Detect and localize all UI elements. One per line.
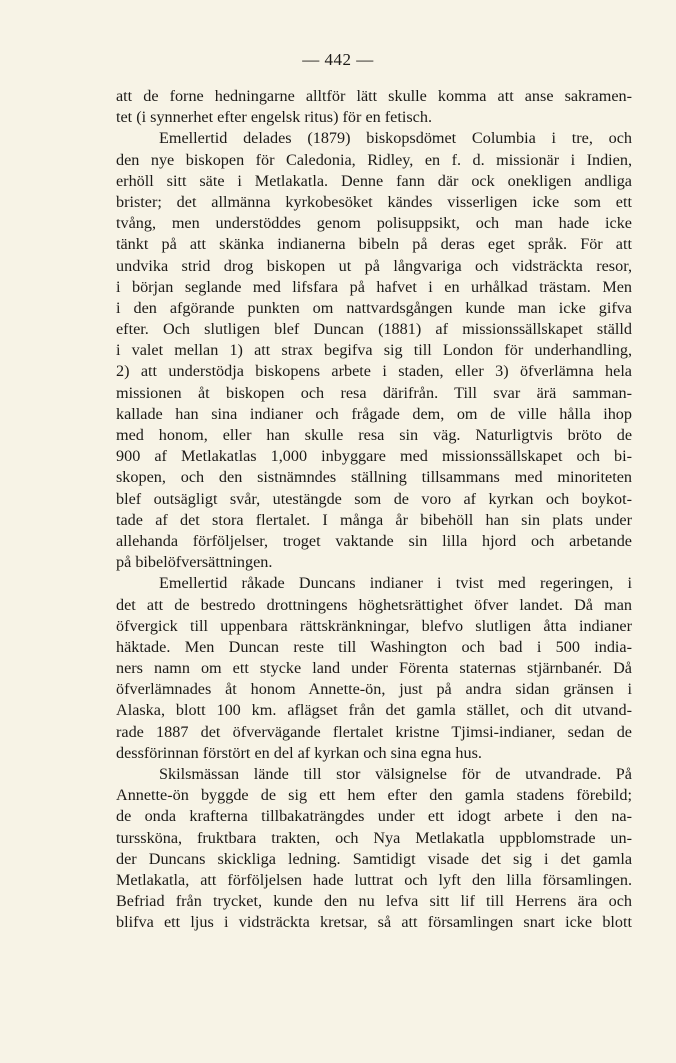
text-line: 900 af Metlakatlas 1,000 inbyggare med missionssällskapet och bi- bbox=[116, 447, 632, 466]
text-line: på bibelöfversättningen. bbox=[116, 553, 273, 572]
text-line: Metlakatla, att förföljelsen hade luttrat och lyft den lilla församlingen. bbox=[116, 870, 632, 889]
text-line: häktade. Men Duncan reste till Washington och bad i 500 india- bbox=[116, 637, 632, 656]
text-line: Annette-ön byggde de sig ett hem efter den gamla stadens förebild; bbox=[116, 786, 632, 805]
text-line: tvång, men understöddes genom polisuppsikt, och man hade icke bbox=[116, 214, 632, 233]
text-line: de onda krafterna tillbakaträngdes under ett idogt arbete i den na- bbox=[116, 807, 632, 826]
text-line: tet (i synnerhet efter engelsk ritus) för en fetisch. bbox=[116, 108, 432, 127]
text-line: missionen åt biskopen och resa därifrån. Till svar ärä samman- bbox=[116, 383, 632, 402]
text-line: öfverlämnades åt honom Annette-ön, just på andra sidan gränsen i bbox=[116, 680, 632, 699]
text-line: Emellertid delades (1879) biskopsdömet Columbia i tre, och bbox=[159, 129, 632, 148]
text-line: erhöll sitt säte i Metlakatla. Denne fann där ock onekligen andliga bbox=[116, 171, 632, 190]
text-line: tänkt på att skänka indianerna bibeln på deras eget språk. För att bbox=[116, 235, 632, 254]
text-line: undvika strid drog biskopen ut på långvariga och vidsträckta resor, bbox=[116, 256, 632, 275]
text-line: med honom, eller han skulle resa sin väg. Naturligtvis bröto de bbox=[116, 426, 632, 444]
text-line: efter. Och slutligen blef Duncan (1881) af missionssällskapet ställd bbox=[116, 320, 632, 339]
text-line: Emellertid råkade Duncans indianer i tvist med regeringen, i bbox=[159, 574, 632, 593]
text-line: der Duncans skickliga ledning. Samtidigt visade det sig i det gamla bbox=[116, 849, 632, 868]
text-line: i den afgörande punkten om nattvardsgången kunde man icke gifva bbox=[116, 298, 632, 317]
text-line: kallade han sina indianer och frågade dem, om de ville hålla ihop bbox=[116, 404, 632, 423]
text-line: Befriad från trycket, kunde den nu lefva sitt lif till Herrens ära och bbox=[116, 892, 632, 911]
text-line: brister; det allmänna kyrkobesöket kändes visserligen icke som ett bbox=[116, 192, 632, 211]
body-text bbox=[116, 86, 632, 934]
text-line: öfvergick till uppenbara rättskränkningar, blefvo slutligen åtta indianer bbox=[116, 616, 632, 635]
text-line: blef outsägligt svår, utestängde som de voro af kyrkan och boykot- bbox=[116, 489, 632, 508]
text-line: turssköna, fruktbara trakten, och Nya Metlakatla uppblomstrade un- bbox=[116, 828, 632, 847]
text-line: ners namn om ett stycke land under Förenta staternas stjärnbanér. Då bbox=[116, 659, 632, 678]
text-line: det att de bestredo drottningens höghetsrättighet öfver landet. Då man bbox=[116, 595, 632, 614]
text-line: i valet mellan 1) att strax begifva sig till London för underhandling, bbox=[116, 341, 632, 360]
text-line: den nye biskopen för Caledonia, Ridley, en f. d. missionär i Indien, bbox=[116, 150, 632, 169]
text-line: rade 1887 det öfvervägande flertalet kristne Tjimsi-indianer, sedan de bbox=[116, 722, 632, 741]
page-number: — 442 — bbox=[302, 50, 374, 69]
text-line: Alaska, blott 100 km. aflägset från det gamla stället, och dit utvand- bbox=[116, 701, 632, 720]
text-line: att de forne hedningarne alltför lätt skulle komma att anse sakramen- bbox=[116, 87, 632, 105]
text-line: blifva ett ljus i vidsträckta kretsar, så att församlingen snart icke blott bbox=[116, 913, 632, 932]
text-line: 2) att understödja biskopens arbete i staden, eller 3) öfverlämna hela bbox=[116, 362, 632, 381]
text-line: Skilsmässan lände till stor välsignelse för de utvandrade. På bbox=[159, 765, 632, 783]
text-line: tade af det stora flertalet. I många år bibehöll han sin plats under bbox=[116, 510, 632, 529]
text-line: dessförinnan förstört en del af kyrkan och sina egna hus. bbox=[116, 743, 482, 762]
text-line: skopen, och den sistnämndes ställning tillsammans med minoriteten bbox=[116, 468, 632, 487]
text-line: i början seglande med lifsfara på hafvet i en urhålkad trästam. Men bbox=[116, 277, 632, 296]
text-line: allehanda förföljelser, troget vaktande sin lilla hjord och arbetande bbox=[116, 531, 632, 550]
